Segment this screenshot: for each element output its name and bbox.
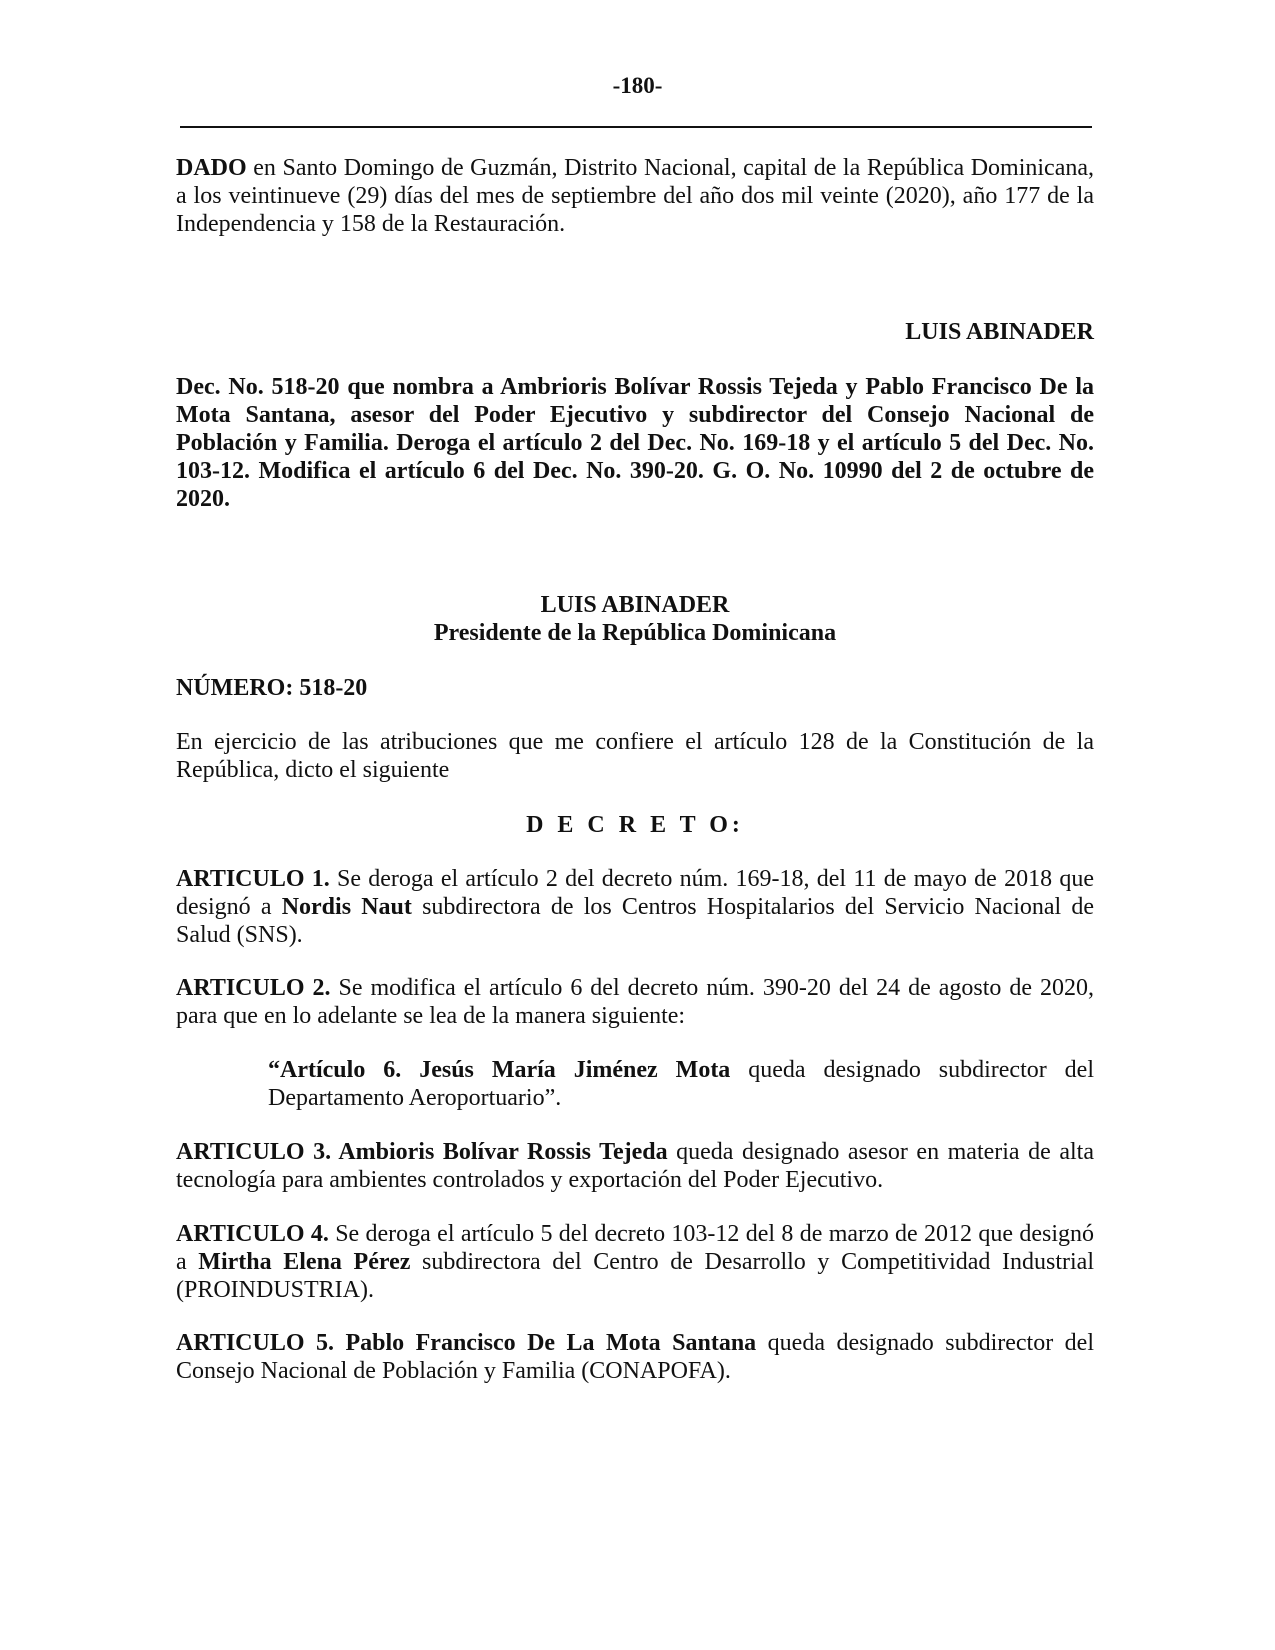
article-4 <box>176 1220 1094 1304</box>
dado-paragraph <box>176 154 1094 238</box>
president-name: LUIS ABINADER <box>540 592 730 618</box>
decree-summary: Dec. No. 518-20 que nombra a Ambrioris Bolívar Rossis Tejeda y Pablo Francisco De la Mota Santana, asesor del Poder Ejecutivo y subdirector del Consejo Nacional de Población y Familia. Deroga el artículo 2 del Dec. No. 169-18 y el artículo 5 del Dec. No. 103-12. Modifica el artículo 6 del Dec. No. 390-20. G. O. No. 10990 del 2 de octubre de 2020. <box>176 374 1094 512</box>
article-1 <box>176 865 1094 949</box>
article-3-text: queda designado asesor en materia de alta tecnología para ambientes controlados y exportación del Poder Ejecutivo. <box>176 1139 1094 1193</box>
header-rule <box>180 126 1092 128</box>
preamble: En ejercicio de las atribuciones que me confiere el artículo 128 de la Constitución de la República, dicto el siguiente <box>176 729 1094 783</box>
decreto-heading: D E C R E T O: <box>526 812 744 838</box>
article-3-name: Ambioris Bolívar Rossis Tejeda <box>331 1139 668 1165</box>
page-number: -180- <box>612 73 663 98</box>
article-1-text-end: subdirectora de los Centros Hospitalarios del Servicio Nacional de Salud (SNS). <box>176 894 1095 948</box>
article-3 <box>176 1138 1094 1194</box>
signature-name: LUIS ABINADER <box>905 319 1094 345</box>
article-5-label: ARTICULO 5. <box>176 1330 334 1356</box>
decree-number: NÚMERO: 518-20 <box>176 675 368 701</box>
article-4-label: ARTICULO 4. <box>176 1221 329 1247</box>
president-title: Presidente de la República Dominicana <box>433 620 837 646</box>
article-1-name: Nordis Naut <box>281 894 412 920</box>
article-5-name: Pablo Francisco De La Mota Santana <box>334 1330 757 1356</box>
article-3-label: ARTICULO 3. <box>176 1139 332 1165</box>
article-2-quote-text: queda designado subdirector del Departamento Aeroportuario”. <box>268 1057 1094 1111</box>
article-4-text-end: subdirectora del Centro de Desarrollo y Competitividad Industrial (PROINDUSTRIA). <box>176 1249 1095 1303</box>
article-4-name: Mirtha Elena Pérez <box>198 1249 411 1275</box>
article-4-text: Se deroga el artículo 5 del decreto 103-12 del 8 de marzo de 2012 que designó a <box>176 1221 1095 1275</box>
article-1-label: ARTICULO 1. <box>176 866 330 892</box>
article-2-quote <box>268 1056 1094 1112</box>
article-2 <box>176 974 1094 1030</box>
article-5 <box>176 1329 1094 1385</box>
article-2-text: Se modifica el artículo 6 del decreto núm. 390-20 del 24 de agosto de 2020, para que en lo adelante se lea de la manera siguiente: <box>176 975 1094 1029</box>
dado-lead: DADO <box>176 155 247 181</box>
article-5-text: queda designado subdirector del Consejo Nacional de Población y Familia (CONAPOFA). <box>176 1330 1094 1384</box>
article-2-quote-bold: “Artículo 6. Jesús María Jiménez Mota <box>268 1057 731 1083</box>
dado-text: en Santo Domingo de Guzmán, Distrito Nacional, capital de la República Dominicana, a los veintinueve (29) días del mes de septiembre del año dos mil veinte (2020), año 177 de la Independencia y 158 de la Restauración. <box>176 155 1094 237</box>
article-2-label: ARTICULO 2. <box>176 975 331 1001</box>
article-1-text: Se deroga el artículo 2 del decreto núm. 169-18, del 11 de mayo de 2018 que designó a <box>176 866 1094 920</box>
